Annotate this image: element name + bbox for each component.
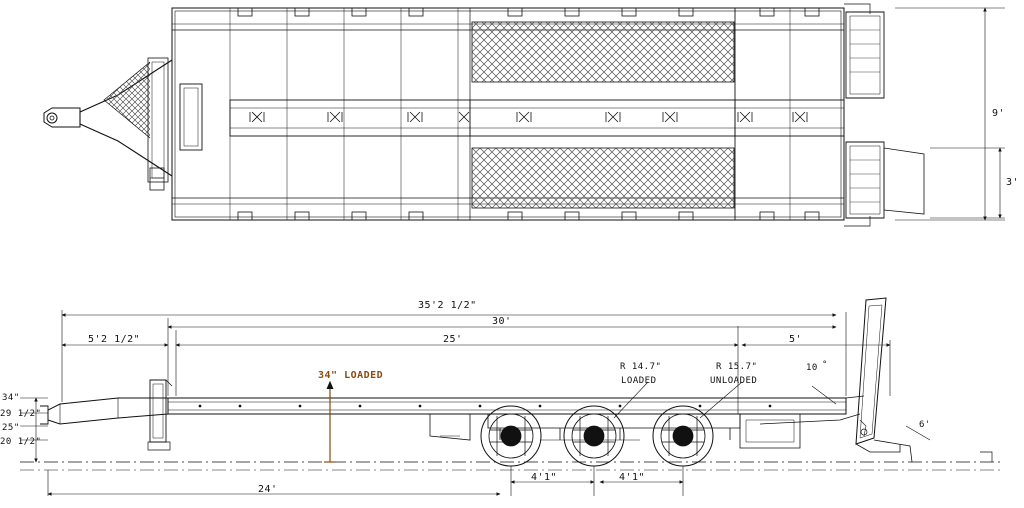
radius-loaded-label: LOADED (621, 376, 657, 386)
label-loaded-deck-height: 34" LOADED (318, 370, 384, 381)
height-29-1-2: 29 1/2" (0, 409, 42, 419)
height-34: 34" (2, 393, 20, 403)
dim-neck-length: 5'2 1/2" (88, 334, 141, 345)
radius-unloaded-value: R 15.7" (716, 362, 758, 372)
top-view-group (44, 4, 1005, 226)
dim-overall-length: 35'2 1/2" (418, 300, 477, 311)
dim-rear-section: 5' (789, 334, 803, 345)
dim-ramp-length: 6' (919, 420, 931, 430)
dim-front-to-axle: 24' (258, 484, 278, 495)
dim-axle-spacing-2: 4'1" (619, 472, 646, 483)
dim-ramp-angle: 10 (806, 363, 818, 373)
height-20-1-2: 20 1/2" (0, 437, 42, 447)
height-25: 25" (2, 423, 20, 433)
dim-axle-spacing-1: 4'1" (531, 472, 558, 483)
dim-deck-plus-neck: 30' (492, 316, 512, 327)
radius-unloaded-label: UNLOADED (710, 376, 758, 386)
dim-ramp-height: 3' (1006, 177, 1020, 188)
side-view-group (20, 298, 1004, 496)
radius-loaded-value: R 14.7" (620, 362, 662, 372)
dim-overall-height: 9' (992, 108, 1006, 119)
dim-main-deck: 25' (443, 334, 463, 345)
dim-ramp-angle-degree: ° (822, 360, 828, 370)
